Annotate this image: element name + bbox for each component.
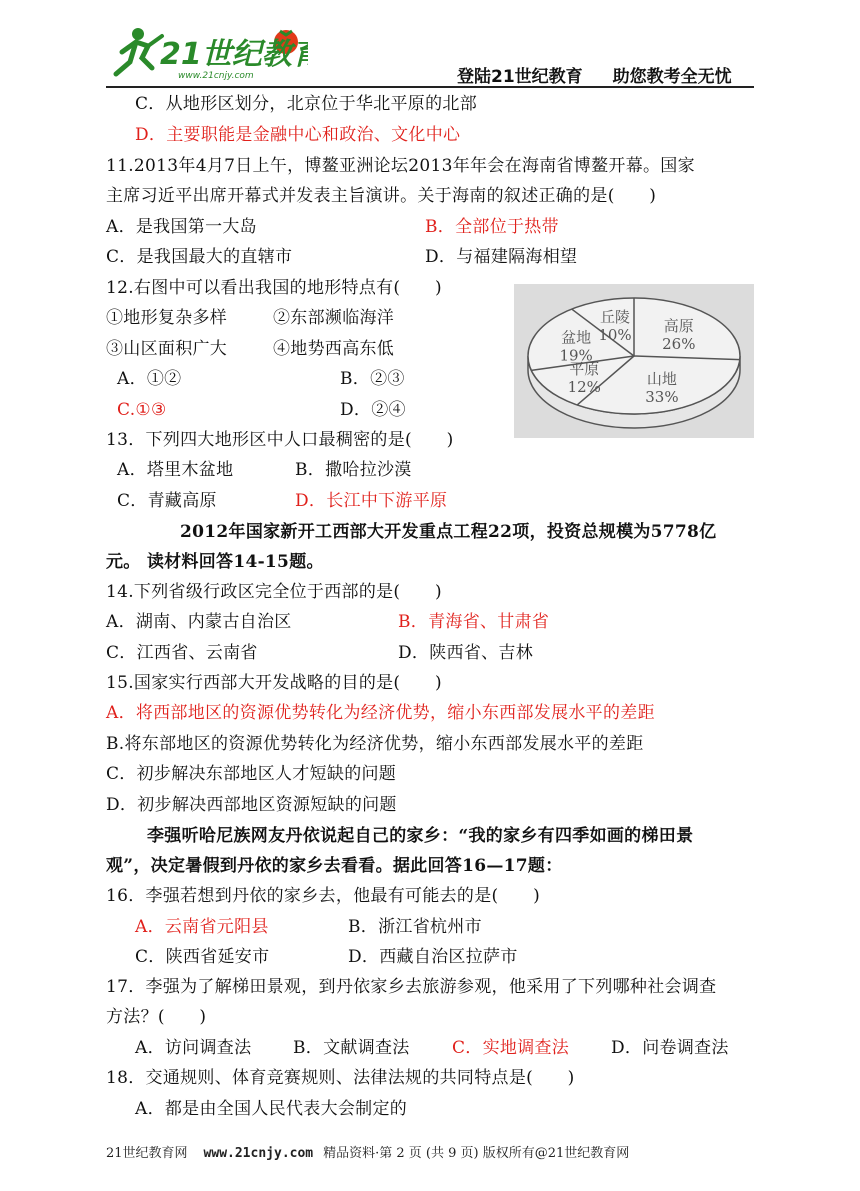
text-line: ③山区面积广大 [106, 339, 228, 359]
text-line: 11.2013年4月7日上午，博鳌亚洲论坛2013年年会在海南省博鳌开幕。国家 [106, 156, 695, 176]
pie-value-4: 10% [598, 326, 632, 345]
text-line: A．①② [117, 369, 182, 389]
text-line: 13．下列四大地形区中人口最稠密的是( ) [106, 430, 454, 450]
pie-value-3: 19% [559, 346, 593, 365]
answer-line: A．将西部地区的资源优势转化为经济优势，缩小东西部发展水平的差距 [106, 703, 655, 723]
text-line: D．西藏自治区拉萨市 [348, 947, 518, 967]
text-line: C．是我国最大的直辖市 [106, 247, 293, 267]
page-footer [106, 1142, 629, 1161]
text-line: ④地势西高东低 [273, 339, 395, 359]
text-line: B.将东部地区的资源优势转化为经济优势，缩小东西部发展水平的差距 [106, 734, 644, 754]
text-line: C．陕西省延安市 [135, 947, 270, 967]
text-line: D．与福建隔海相望 [425, 247, 578, 267]
text-line: C．从地形区划分，北京位于华北平原的北部 [135, 94, 478, 114]
footer-info: 精品资料·第 2 页 (共 9 页) 版权所有@21世纪教育网 [323, 1146, 630, 1161]
text-line: 方法？( ) [106, 1007, 207, 1027]
answer-line: B．全部位于热带 [425, 217, 559, 237]
header-divider [106, 86, 754, 88]
text-line: D．初步解决西部地区资源短缺的问题 [106, 795, 397, 815]
answer-line: D．主要职能是金融中心和政治、文化中心 [135, 125, 461, 145]
text-line: D．问卷调查法 [611, 1038, 729, 1058]
text-line: C．江西省、云南省 [106, 643, 258, 663]
slogan-right: 助您教考全无忧 [612, 67, 732, 87]
text-line: 18．交通规则、体育竞赛规则、法律法规的共同特点是( ) [106, 1068, 575, 1088]
pie-value-0: 26% [662, 334, 696, 353]
text-line: 16．李强若想到丹依的家乡去，他最有可能去的是( ) [106, 886, 540, 906]
text-line: 观”，决定暑假到丹依的家乡去看看。据此回答16—17题： [106, 856, 563, 876]
text-line: B．浙江省杭州市 [348, 917, 482, 937]
logo-graphic [108, 22, 308, 84]
text-line: B．②③ [340, 369, 405, 389]
pie-chart [514, 284, 754, 438]
text-line: 李强听哈尼族网友丹依说起自己的家乡：“我的家乡有四季如画的梯田景 [147, 826, 694, 846]
slogan-left: 登陆21世纪教育 [457, 67, 583, 87]
pie-label-4: 丘陵 [599, 308, 631, 327]
text-line: 2012年国家新开工西部大开发重点工程22项，投资总规模为5778亿 [180, 522, 717, 542]
pie-label-0: 高原 [663, 316, 694, 335]
text-line: 15.国家实行西部大开发战略的目的是( ) [106, 673, 442, 693]
pie-value-1: 33% [645, 387, 679, 406]
text-line: A．塔里木盆地 [117, 460, 234, 480]
text-line: B．撒哈拉沙漠 [295, 460, 412, 480]
answer-line: D．长江中下游平原 [295, 491, 448, 511]
text-line: ②东部濒临海洋 [273, 308, 395, 328]
terrain-pie-figure [514, 284, 754, 438]
text-line: A．是我国第一大岛 [106, 217, 257, 237]
site-logo [108, 22, 308, 84]
text-line: C．青藏高原 [117, 491, 217, 511]
answer-line: A．云南省元阳县 [135, 917, 269, 937]
text-line: 元。 读材料回答14-15题。 [106, 552, 324, 572]
pie-value-2: 12% [567, 377, 601, 396]
text-line: 17．李强为了解梯田景观，到丹依家乡去旅游参观，他采用了下列哪种社会调查 [106, 977, 717, 997]
text-line: A．都是由全国人民代表大会制定的 [135, 1099, 408, 1119]
pie-label-1: 山地 [646, 369, 677, 388]
text-line: A．湖南、内蒙古自治区 [106, 612, 292, 632]
answer-line: C.①③ [117, 400, 167, 420]
logo-url: www.21cnjy.com [178, 71, 254, 81]
logo-text: 21世纪教育 [160, 37, 308, 72]
text-line: C．初步解决东部地区人才短缺的问题 [106, 764, 397, 784]
header-slogan [457, 62, 732, 87]
text-line: 主席习近平出席开幕式并发表主旨演讲。关于海南的叙述正确的是( ) [106, 186, 657, 206]
pie-label-3: 盆地 [561, 328, 592, 347]
text-line: ①地形复杂多样 [106, 308, 228, 328]
text-line: 14.下列省级行政区完全位于西部的是( ) [106, 582, 442, 602]
footer-url: www.21cnjy.com [203, 1146, 314, 1161]
answer-line: B．青海省、甘肃省 [398, 612, 550, 632]
text-line: D．陕西省、吉林 [398, 643, 534, 663]
answer-line: C．实地调查法 [452, 1038, 570, 1058]
text-line: B．文献调查法 [293, 1038, 410, 1058]
text-line: D．②④ [340, 400, 406, 420]
footer-site: 21世纪教育网 [106, 1146, 188, 1161]
pie-label-2: 平原 [569, 359, 600, 378]
text-line: A．访问调查法 [135, 1038, 252, 1058]
text-line: 12.右图中可以看出我国的地形特点有( ) [106, 278, 442, 298]
